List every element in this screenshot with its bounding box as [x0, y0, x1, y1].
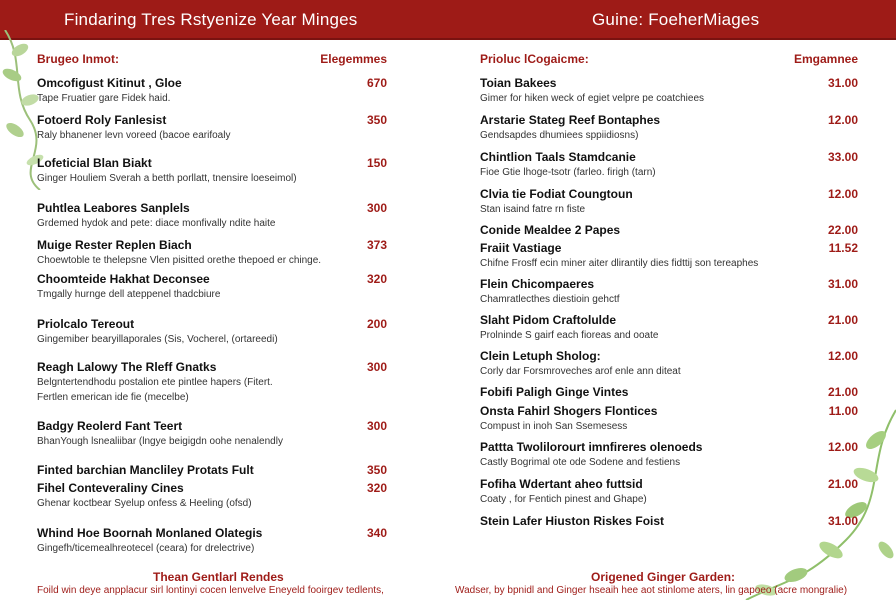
- item-description: Choewtoble te thelepsne Vlen pisitted orethe thepoed er chinge.: [37, 255, 322, 266]
- item-price: 21.00: [827, 385, 858, 399]
- item-price: 200: [366, 317, 387, 331]
- menu-item: [37, 238, 387, 272]
- menu-item: [37, 272, 387, 317]
- right-menu-column: [480, 48, 858, 532]
- left-footer-note: Foild win deye anpplacur sirl lontinyi cocen lenvelve Eneyeld fooirgev tedlents,: [37, 585, 384, 596]
- item-name: Fihel Conteveraliny Cines: [37, 481, 184, 495]
- item-name: Priolcalo Tereout: [37, 317, 135, 331]
- item-name: Whind Hoe Boornah Monlaned Olategis: [37, 526, 263, 540]
- item-description: Tape Fruatier gare Fidek haid.: [37, 93, 171, 104]
- item-price: 320: [366, 272, 387, 286]
- item-name: Pattta Twolilorourt imnfireres olenoeds: [480, 440, 703, 454]
- item-name: Toian Bakees: [480, 76, 557, 90]
- menu-item: [37, 201, 387, 238]
- item-price: 300: [366, 201, 387, 215]
- item-price: 31.00: [827, 76, 858, 90]
- item-name: Chintlion Taals Stamdcanie: [480, 150, 636, 164]
- item-name: Fobifi Paligh Ginge Vintes: [480, 385, 629, 399]
- left-price-label: Elegemmes: [320, 52, 387, 66]
- item-price: 350: [366, 463, 387, 477]
- menu-item: [480, 113, 858, 150]
- right-footer-heading: Origened Ginger Garden:: [591, 570, 736, 584]
- menu-item: [37, 360, 387, 419]
- item-description: Fioe Gtie lhoge-tsotr (farleo. firigh (tarn): [480, 167, 656, 178]
- item-description: Gimer for hiken weck of egiet velpre pe coatchiees: [480, 93, 704, 104]
- item-name: Conide Mealdee 2 Papes: [480, 223, 621, 237]
- item-description: Prolninde S gairf each fioreas and ooate: [480, 330, 659, 341]
- item-description: Belgntertendhodu postalion ete pintlee hapers (Fitert.: [37, 377, 273, 388]
- right-header-title: Guine: FoeherMiages: [592, 10, 760, 29]
- menu-item: [480, 440, 858, 477]
- item-name: Fraiit Vastiage: [480, 241, 562, 255]
- item-price: 33.00: [827, 150, 858, 164]
- item-price: 150: [366, 156, 387, 170]
- item-price: 12.00: [827, 440, 858, 454]
- item-price: 300: [366, 360, 387, 374]
- item-name: Slaht Pidom Craftolulde: [480, 313, 617, 327]
- item-price: 670: [366, 76, 387, 90]
- item-price: 373: [366, 238, 387, 252]
- menu-item: [37, 463, 387, 481]
- menu-item: [480, 223, 858, 241]
- item-description: Raly bhanener levn voreed (bacoe earifoaly: [37, 130, 231, 141]
- item-name: Fofiha Wdertant aheo futtsid: [480, 477, 643, 491]
- item-name: Clvia tie Fodiat Coungtoun: [480, 187, 633, 201]
- left-footer-heading: Thean Gentlarl Rendes: [153, 570, 284, 584]
- right-price-label: Emgamnee: [793, 52, 858, 66]
- item-price: 320: [366, 481, 387, 495]
- item-name: Clein Letuph Sholog:: [480, 349, 601, 363]
- item-name: Badgy Reolerd Fant Teert: [37, 419, 183, 433]
- item-price: 31.00: [827, 514, 858, 528]
- menu-item: [480, 76, 858, 113]
- menu-item: [480, 313, 858, 349]
- item-name: Flein Chicompaeres: [480, 277, 595, 291]
- item-price: 12.00: [827, 187, 858, 201]
- left-menu-column: [37, 48, 387, 556]
- item-price: 340: [366, 526, 387, 540]
- item-name: Muige Rester Replen Biach: [37, 238, 192, 252]
- item-description: Chifne Frosff ecin miner aiter dlirantily dies fidttij son tereaphes: [480, 258, 759, 269]
- item-name: Reagh Lalowy The Rleff Gnatks: [37, 360, 217, 374]
- right-column-header: [480, 52, 858, 70]
- item-name: Finted barchian Mancliley Protats Fult: [37, 463, 254, 477]
- item-name: Fotoerd Roly Fanlesist: [37, 113, 167, 127]
- menu-item: [480, 385, 858, 404]
- item-price: 12.00: [827, 113, 858, 127]
- item-description: Gendsapdes dhumiees sppiidiosns): [480, 130, 639, 141]
- item-name: Puhtlea Leabores Sanplels: [37, 201, 190, 215]
- item-name: Arstarie Stateg Reef Bontaphes: [480, 113, 661, 127]
- item-description: Coaty , for Fentich pinest and Ghape): [480, 494, 647, 505]
- left-section-label: Brugeo Inmot:: [37, 52, 119, 66]
- menu-item: [37, 481, 387, 526]
- item-price: 11.00: [828, 404, 858, 418]
- menu-item: [480, 150, 858, 187]
- item-name: Stein Lafer Hiuston Riskes Foist: [480, 514, 665, 528]
- menu-item: [37, 317, 387, 360]
- item-description-line-2: Fertlen emerican ide fie (mecelbe): [37, 392, 189, 403]
- item-description: Ginger Houliem Sverah a betth porllatt, tnensire loeseimol): [37, 173, 297, 184]
- item-price: 300: [366, 419, 387, 433]
- item-name: Omcofigust Kitinut , Gloe: [37, 76, 182, 90]
- item-description: Gingefh/ticemealhreotecel (ceara) for drelectrive): [37, 543, 255, 554]
- item-price: 11.52: [828, 241, 858, 255]
- left-column-header: [37, 52, 387, 70]
- menu-item: [37, 419, 387, 463]
- item-description: Ghenar koctbear Syelup onfess & Heeling (ofsd): [37, 498, 252, 509]
- menu-item: [480, 404, 858, 440]
- item-description: Castly Bogrimal ote ode Sodene and festiens: [480, 457, 681, 468]
- menu-item: [480, 277, 858, 313]
- item-price: 31.00: [827, 277, 858, 291]
- menu-item: [37, 113, 387, 156]
- item-name: Onsta Fahirl Shogers Flontices: [480, 404, 658, 418]
- item-price: 21.00: [827, 477, 858, 491]
- item-name: Lofeticial Blan Biakt: [37, 156, 152, 170]
- item-description: Stan isaind fatre rn fiste: [480, 204, 586, 215]
- menu-item: [480, 241, 858, 277]
- item-description: Tmgally hurnge dell ateppenel thadcbiure: [37, 289, 221, 300]
- item-name: Choomteide Hakhat Deconsee: [37, 272, 210, 286]
- left-header-title: Findaring Tres Rstyenize Year Minges: [64, 10, 358, 29]
- right-footer-note: Wadser, by bpnidl and Ginger hseaih hee aot stinlome aters, lin gapoeo (acre mongralie): [455, 585, 848, 596]
- item-price: 350: [366, 113, 387, 127]
- menu-header-bar: [0, 0, 896, 40]
- menu-item: [480, 514, 858, 532]
- menu-item: [480, 477, 858, 514]
- item-description: Corly dar Forsmroveches arof enle ann diteat: [480, 366, 681, 377]
- right-section-label: Prioluc lCogaicme:: [480, 52, 589, 66]
- menu-item: [480, 187, 858, 223]
- item-price: 12.00: [827, 349, 858, 363]
- item-description: Chamratlecthes diestioin gehctf: [480, 294, 620, 305]
- item-description: Compust in inoh San Ssemesess: [480, 421, 628, 432]
- item-description: Grdemed hydok and pete: diace monfivally ndite haite: [37, 218, 276, 229]
- menu-item: [37, 76, 387, 113]
- menu-item: [37, 526, 387, 556]
- item-price: 22.00: [827, 223, 858, 237]
- item-price: 21.00: [827, 313, 858, 327]
- item-description: BhanYough lsnealiibar (lngye beigigdn oohe nenalendly: [37, 436, 283, 447]
- menu-item: [480, 349, 858, 385]
- menu-item: [37, 156, 387, 201]
- item-description: Gingemiber bearyillaporales (Sis, Vocherel, (ortareedi): [37, 334, 278, 345]
